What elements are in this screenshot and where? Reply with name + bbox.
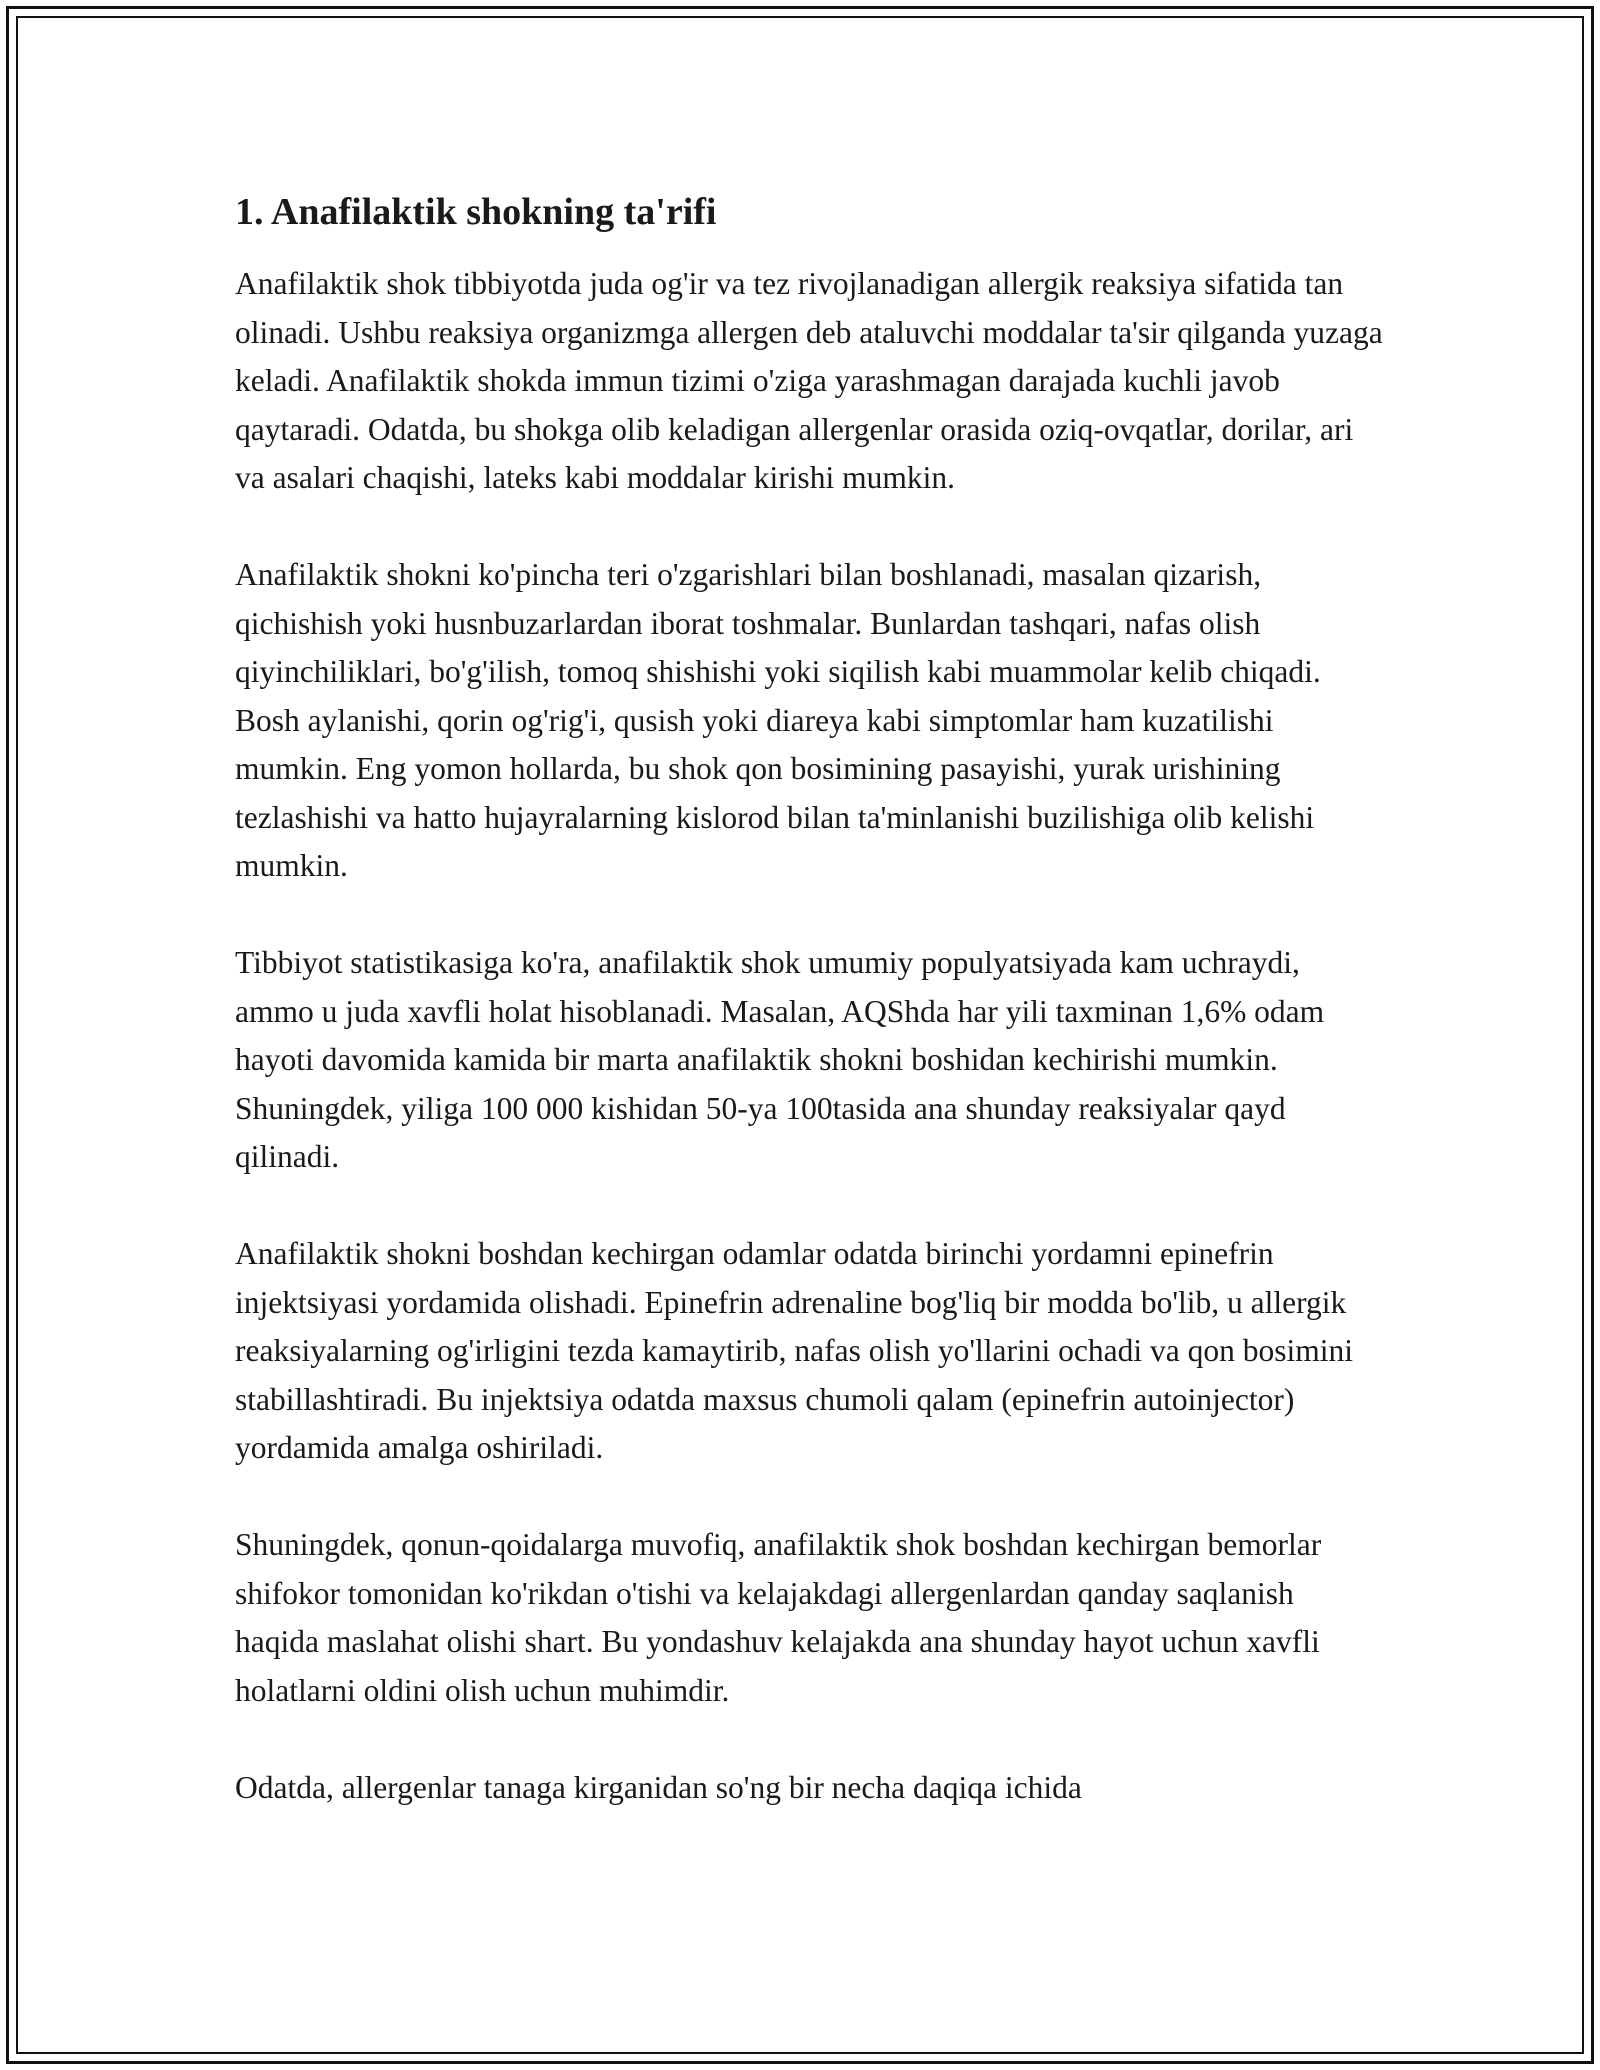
paragraph-statistics: Tibbiyot statistikasiga ko'ra, anafilaktik shok umumiy populyatsiyada kam uchraydi, ammo u juda xavfli holat hisoblanadi. Masalan, AQShda har yili taxminan 1,6% odam hayoti davomida kamida bir marta anafilaktik shokni boshidan kechirishi mumkin. Shuningdek, yiliga 100 000 kishidan 50-ya 100tasida ana shunday reaksiyalar qayd qilinadi. <box>235 945 1325 1174</box>
paragraph-onset: Odatda, allergenlar tanaga kirganidan so'ng bir necha daqiqa ichida <box>235 1769 1082 1805</box>
paragraph-treatment: Anafilaktik shokni boshdan kechirgan odamlar odatda birinchi yordamni epinefrin injektsiyasi yordamida olishadi. Epinefrin adrenaline bog'liq bir modda bo'lib, u allergik reaksiyalarning og'irligini tezda kamaytirib, nafas olish yo'llarini ochadi va qon bosimini stabillashtiradi. Bu injektsiya odatda maxsus chumoli qalam (epinefrin autoinjector) yordamida amalga oshiriladi. <box>235 1236 1353 1465</box>
paragraph-followup: Shuningdek, qonun-qoidalarga muvofiq, anafilaktik shok boshdan kechirgan bemorlar shifokor tomonidan ko'rikdan o'tishi va kelajakdagi allergenlardan qanday saqlanish haqida maslahat olishi shart. Bu yondashuv kelajakda ana shunday hayot uchun xavfli holatlarni oldini olish uchun muhimdir. <box>235 1527 1322 1708</box>
paragraph-symptoms: Anafilaktik shokni ko'pincha teri o'zgarishlari bilan boshlanadi, masalan qizarish, qichishish yoki husnbuzarlardan iborat toshmalar. Bunlardan tashqari, nafas olish qiyinchiliklari, bo'g'ilish, tomoq shishishi yoki siqilish kabi muammolar kelib chiqadi. Bosh aylanishi, qorin og'rig'i, qusish yoki diareya kabi simptomlar ham kuzatilishi mumkin. Eng yomon hollarda, bu shok qon bosimining pasayishi, yurak urishining tezlashishi va hatto hujayralarning kislorod bilan ta'minlanishi buzilishiga olib kelishi mumkin. <box>235 557 1321 883</box>
paragraph-definition: Anafilaktik shok tibbiyotda juda og'ir va tez rivojlanadigan allergik reaksiya sifatida tan olinadi. Ushbu reaksiya organizmga allergen deb ataluvchi moddalar ta'sir qilganda yuzaga keladi. Anafilaktik shokda immun tizimi o'ziga yarashmagan darajada kuchli javob qaytaradi. Odatda, bu shokga olib keladigan allergenlar orasida oziq-ovqatlar, dorilar, ari va asalari chaqishi, lateks kabi moddalar kirishi mumkin. <box>235 266 1383 495</box>
document-body <box>235 186 1385 1861</box>
section-heading: 1. Anafilaktik shokning ta'rifi <box>235 191 717 233</box>
